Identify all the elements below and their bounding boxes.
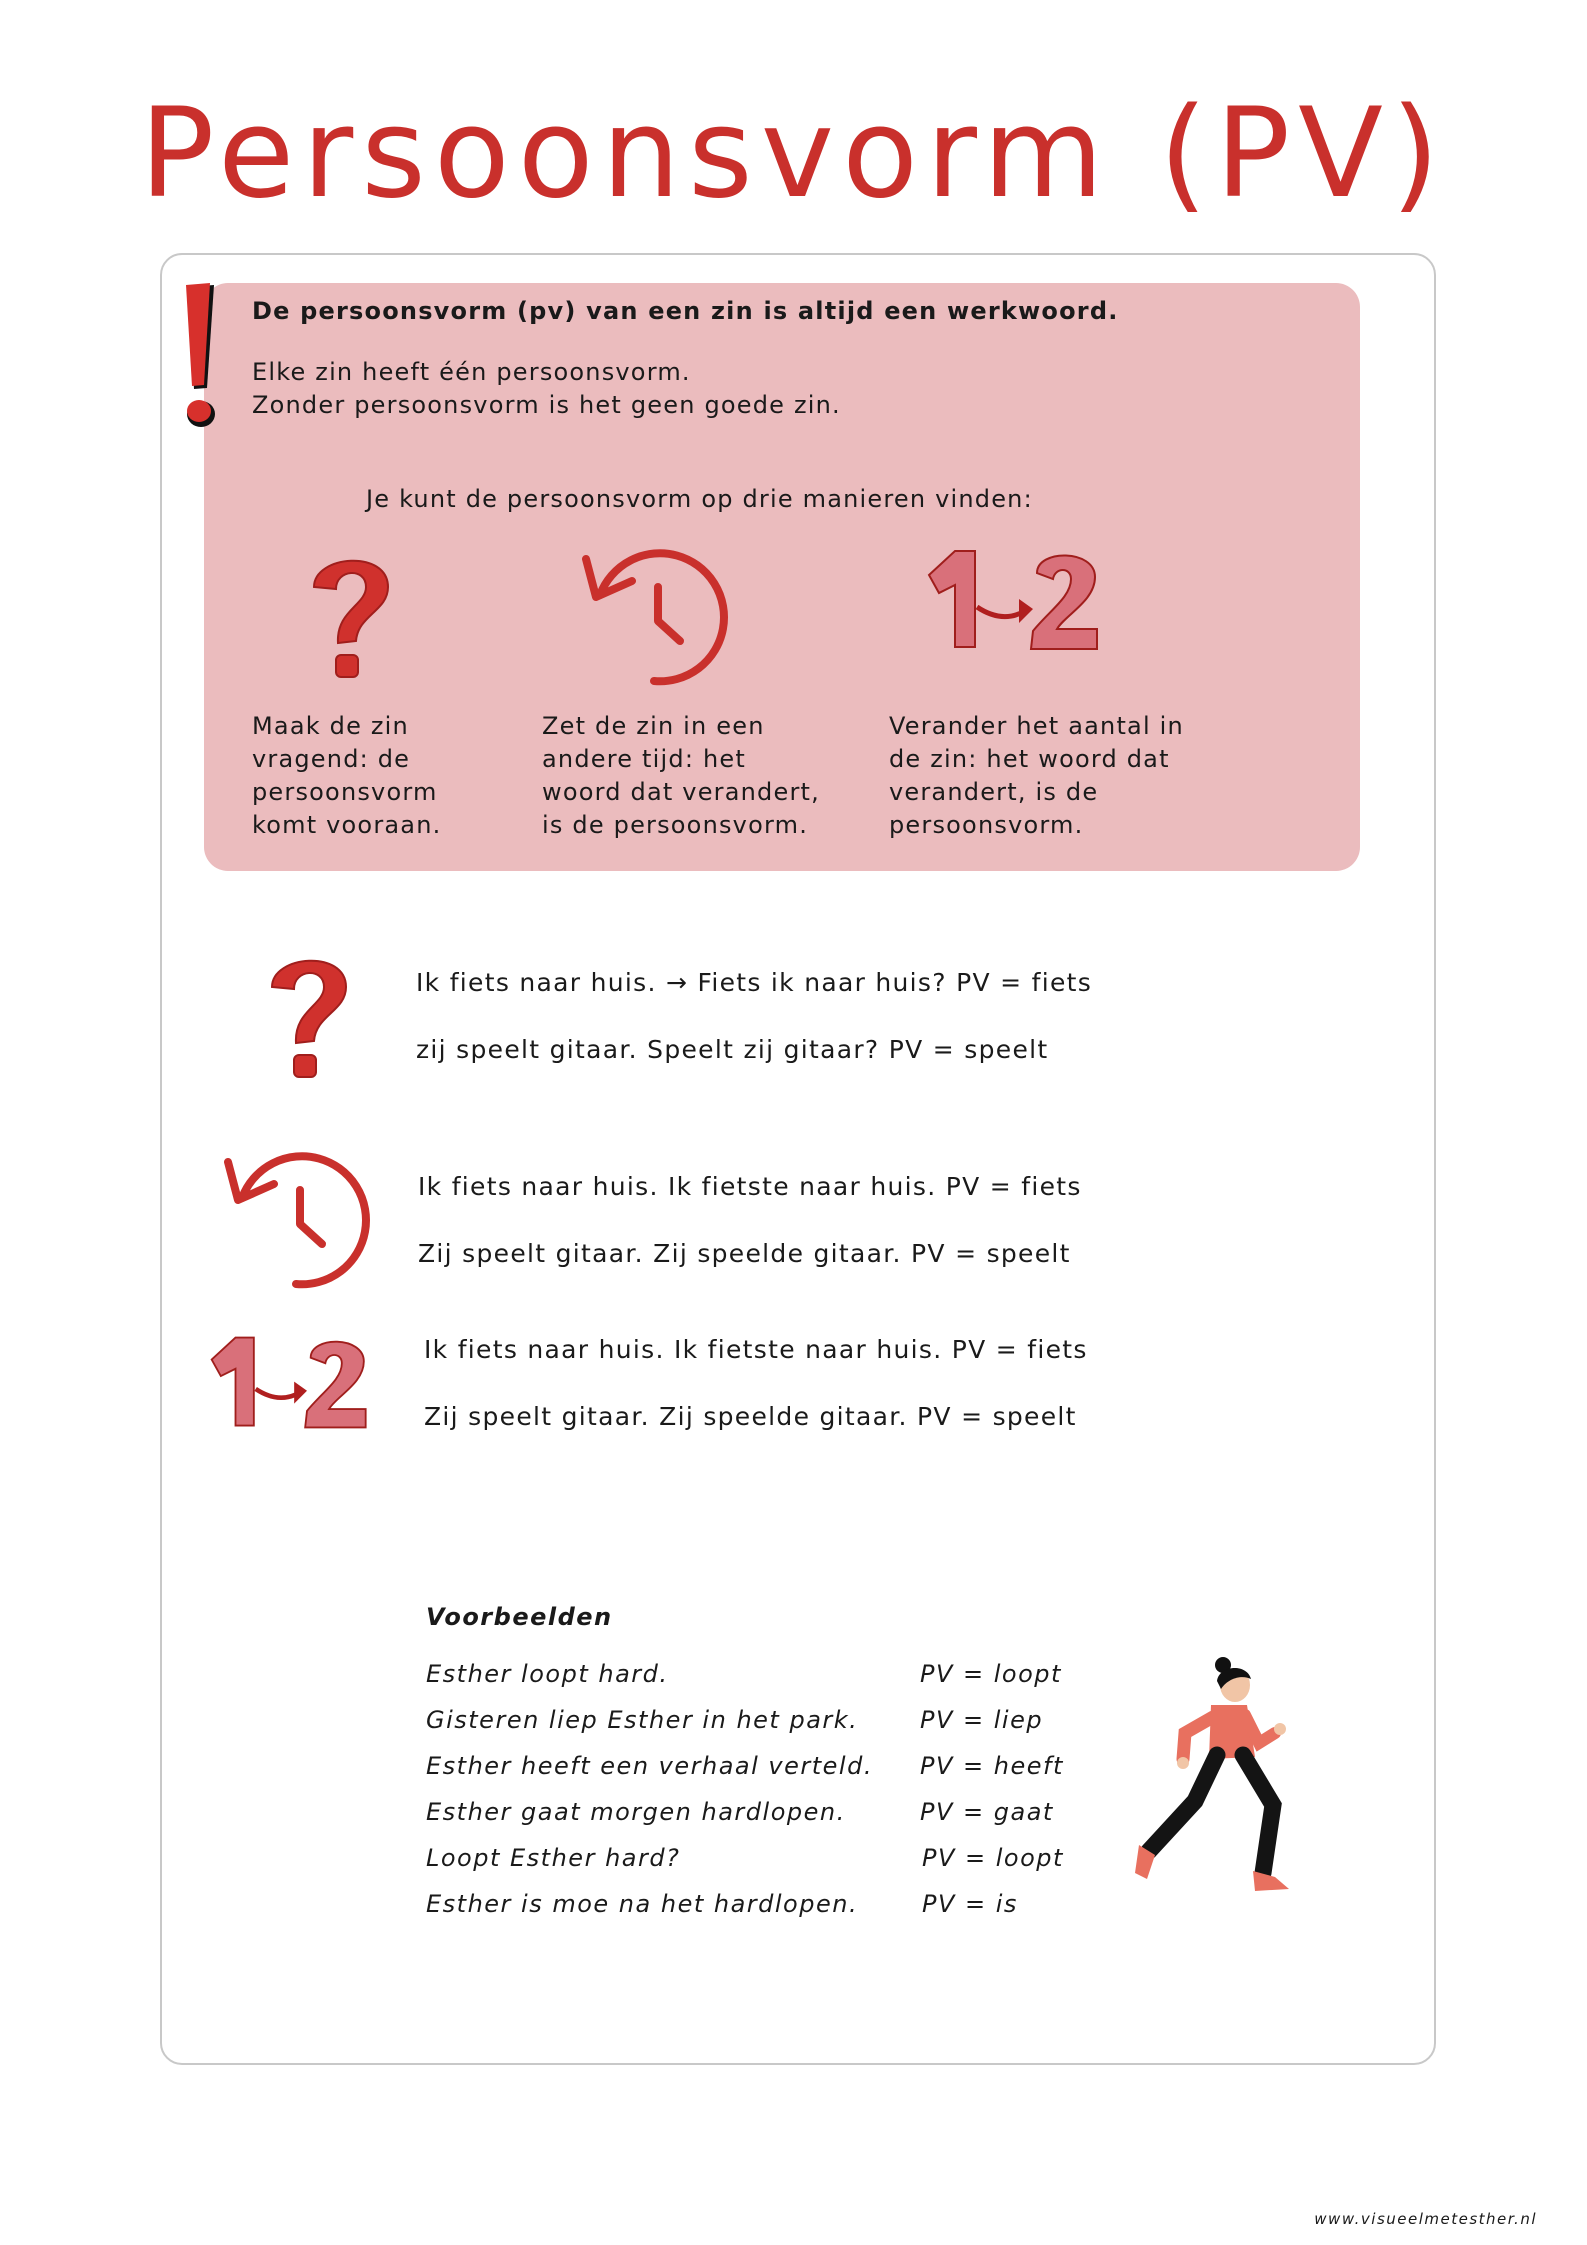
one-to-two-icon — [925, 545, 1105, 655]
one-to-two-icon — [208, 1330, 373, 1435]
method-number-text: Verander het aantal in de zin: het woord dat verandert, is de persoonsvorm. — [889, 712, 1184, 839]
voorbeeld-sentence: Esther gaat morgen hardlopen. — [426, 1798, 846, 1826]
voorbeeld-pv: PV = loopt — [920, 1660, 1062, 1688]
intro-line-two: Zonder persoonsvorm is het geen goede zin. — [252, 391, 841, 419]
method-question-text: Maak de zin vragend: de persoonsvorm komt vooraan. — [252, 712, 442, 839]
voorbeelden-heading: Voorbeelden — [426, 1603, 613, 1631]
voorbeeld-pv: PV = loopt — [922, 1844, 1064, 1872]
intro-line-one: Elke zin heeft één persoonsvorm. — [252, 358, 691, 386]
voorbeeld-sentence: Esther heeft een verhaal verteld. — [426, 1752, 873, 1780]
example-tense-line-2: Zij speelt gitaar. Zij speelde gitaar. PV = speelt — [418, 1239, 1071, 1268]
voorbeeld-sentence: Gisteren liep Esther in het park. — [426, 1706, 859, 1734]
intro-definition: De persoonsvorm (pv) van een zin is altijd een werkwoord. — [252, 297, 1119, 325]
example-number-line-1: Ik fiets naar huis. Ik fietste naar huis. PV = fiets — [424, 1335, 1088, 1364]
voorbeeld-sentence: Esther is moe na het hardlopen. — [426, 1890, 859, 1918]
example-question-line-1: Ik fiets naar huis. → Fiets ik naar huis? PV = fiets — [416, 968, 1093, 997]
voorbeeld-pv: PV = heeft — [920, 1752, 1064, 1780]
exclamation-icon — [180, 283, 222, 433]
example-number-line-2: Zij speelt gitaar. Zij speelde gitaar. PV = speelt — [424, 1402, 1077, 1431]
example-tense-line-1: Ik fiets naar huis. Ik fietste naar huis. PV = fiets — [418, 1172, 1082, 1201]
voorbeeld-pv: PV = is — [922, 1890, 1018, 1918]
question-mark-icon — [258, 945, 358, 1090]
voorbeeld-sentence: Loopt Esther hard? — [426, 1844, 681, 1872]
ways-heading: Je kunt de persoonsvorm op drie manieren vinden: — [366, 485, 1033, 513]
page-title: Persoonsvorm (PV) — [139, 82, 1448, 226]
voorbeeld-pv: PV = liep — [920, 1706, 1044, 1734]
footer-url: www.visueelmetesther.nl — [1314, 2210, 1537, 2228]
runner-woman-illustration — [1125, 1655, 1305, 1915]
example-question-line-2: zij speelt gitaar. Speelt zij gitaar? PV = speelt — [416, 1035, 1049, 1064]
voorbeeld-pv: PV = gaat — [920, 1798, 1054, 1826]
clock-rewind-icon — [582, 545, 732, 690]
voorbeeld-sentence: Esther loopt hard. — [426, 1660, 669, 1688]
clock-rewind-icon — [224, 1148, 374, 1293]
question-mark-icon — [300, 545, 400, 690]
method-tense-text: Zet de zin in een andere tijd: het woord dat verandert, is de persoonsvorm. — [542, 712, 820, 839]
